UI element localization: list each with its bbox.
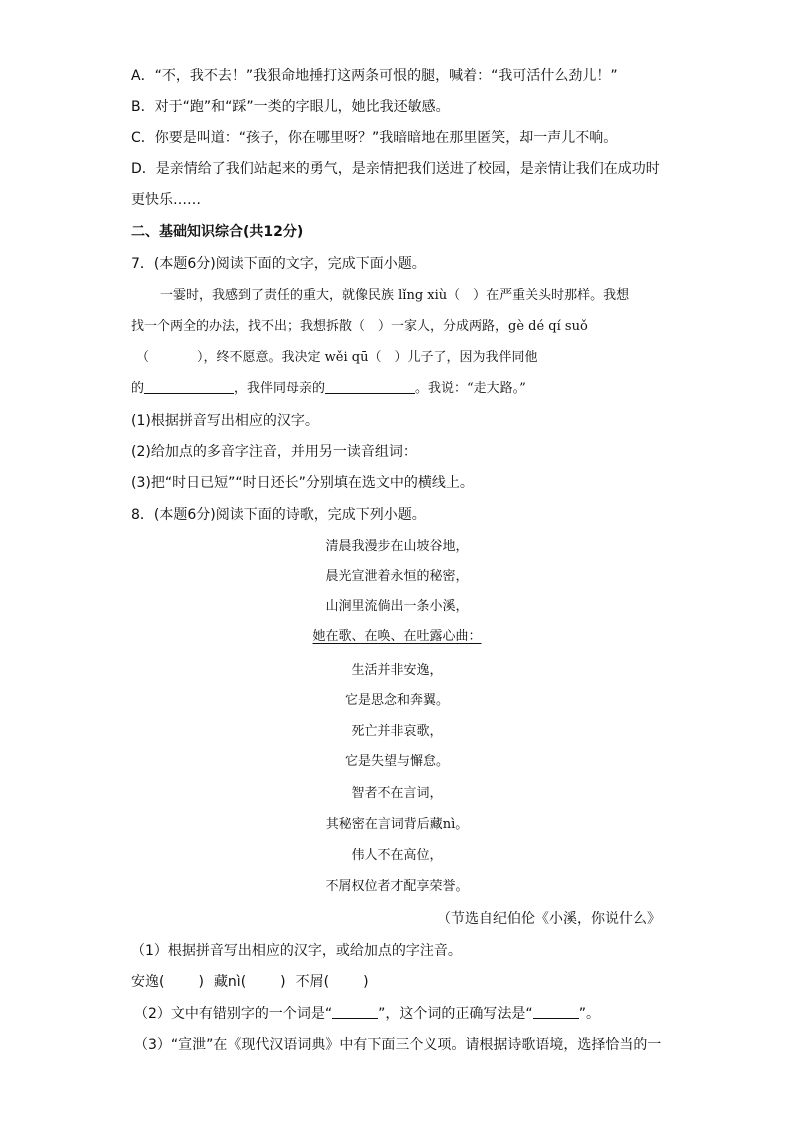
q8-sub-1-items: 安逸( ) 藏nì( ) 不屑( ): [131, 974, 369, 990]
poem-source: （节选自纪伯伦《小溪，你说什么》: [437, 911, 661, 927]
fill-blank-correct-word[interactable]: [533, 1006, 579, 1019]
q7-sub-3: (3)把“时日已短”“时日还长”分别填在选文中的横线上。: [131, 475, 474, 491]
option-c: C．你要是叫道：“孩子，你在哪里呀？”我暗暗地在那里匿笑，却一声儿不响。: [131, 130, 618, 146]
item-label: 安逸(: [131, 974, 165, 990]
q8-sub-1: （1）根据拼音写出相应的汉字，或给加点的字注音。: [131, 943, 462, 959]
passage-text: 的: [131, 381, 145, 396]
q7-passage-line: [131, 379, 526, 399]
item-label: 不屑(: [295, 974, 330, 990]
option-b: B．对于“跑”和“踩”一类的字眼儿，她比我还敏感。: [131, 99, 450, 115]
poem-line: 伟人不在高位，: [351, 848, 443, 863]
option-d: D．是亲情给了我们站起来的勇气，是亲情把我们送进了校园，是亲情让我们在成功时: [131, 161, 660, 177]
poem-line: 智者不在言词，: [351, 786, 443, 801]
poem-line-underlined: 她在歌、在唤、在吐露心曲：: [312, 629, 482, 644]
paren-open: （: [136, 350, 150, 365]
q8-sub-3: （3）“宣泄”在《现代汉语词典》中有下面三个义项。请根据诗歌语境，选择恰当的一: [134, 1037, 662, 1053]
poem-line: 死亡并非哀歌，: [351, 724, 443, 739]
option-a: A．“不，我不去！”我狠命地捶打这两条可恨的腿，喊着：“我可活什么劲儿！”: [131, 68, 618, 84]
q8-sub-2: （2）文中有错别字的一个词是“ ”，这个词的正确写法是“ ”。: [134, 1006, 600, 1022]
fill-blank-2[interactable]: [325, 379, 415, 394]
poem-line: 它是失望与懈怠。: [344, 754, 449, 769]
fill-blank-1[interactable]: [144, 379, 234, 394]
poem-line: 山涧里流倘出一条小溪，: [325, 599, 469, 614]
q7-passage-line: [136, 348, 537, 368]
question-8-stem: 8．(本题6分)阅读下面的诗歌，完成下列小题。: [131, 507, 426, 523]
option-d-continued: 更快乐……: [131, 192, 201, 208]
question-7-stem: 7．(本题6分)阅读下面的文字，完成下面小题。: [131, 256, 426, 272]
poem-line: 生活并非安逸，: [351, 663, 443, 678]
passage-text: ，我伴同母亲的: [234, 381, 326, 396]
fill-blank-wrong-word[interactable]: [332, 1006, 378, 1019]
poem-line: 不屑权位者才配享荣誉。: [325, 879, 469, 894]
item-label: 藏nì(: [213, 974, 247, 990]
poem-line: 其秘密在言词背后藏nì。: [325, 817, 469, 832]
section-2-title: 二、基础知识综合(共12分): [131, 224, 304, 240]
passage-text: 。我说：“走大路。”: [415, 381, 526, 396]
passage-text: ），终不愿意。我决定 wěi qū（ ）儿子了，因为我伴同他: [197, 350, 538, 365]
poem-line: 晨光宣泄着永恒的秘密，: [325, 569, 469, 584]
q7-passage-line: 一霎时，我感到了责任的重大，就像民族 lǐng xiù（ ）在严重关头时那样。我想: [160, 288, 630, 303]
q7-passage-line: 找一个两全的办法，找不出；我想拆散（ ）一家人，分成两路，gè dé qí suǒ: [131, 319, 588, 334]
poem-line: 清晨我漫步在山坡谷地，: [325, 539, 469, 554]
q7-sub-2: (2)给加点的多音字注音，并用另一读音组词：: [131, 444, 417, 460]
q7-sub-1: (1)根据拼音写出相应的汉字。: [131, 413, 319, 429]
poem-line: 它是思念和奔翼。: [344, 693, 449, 708]
